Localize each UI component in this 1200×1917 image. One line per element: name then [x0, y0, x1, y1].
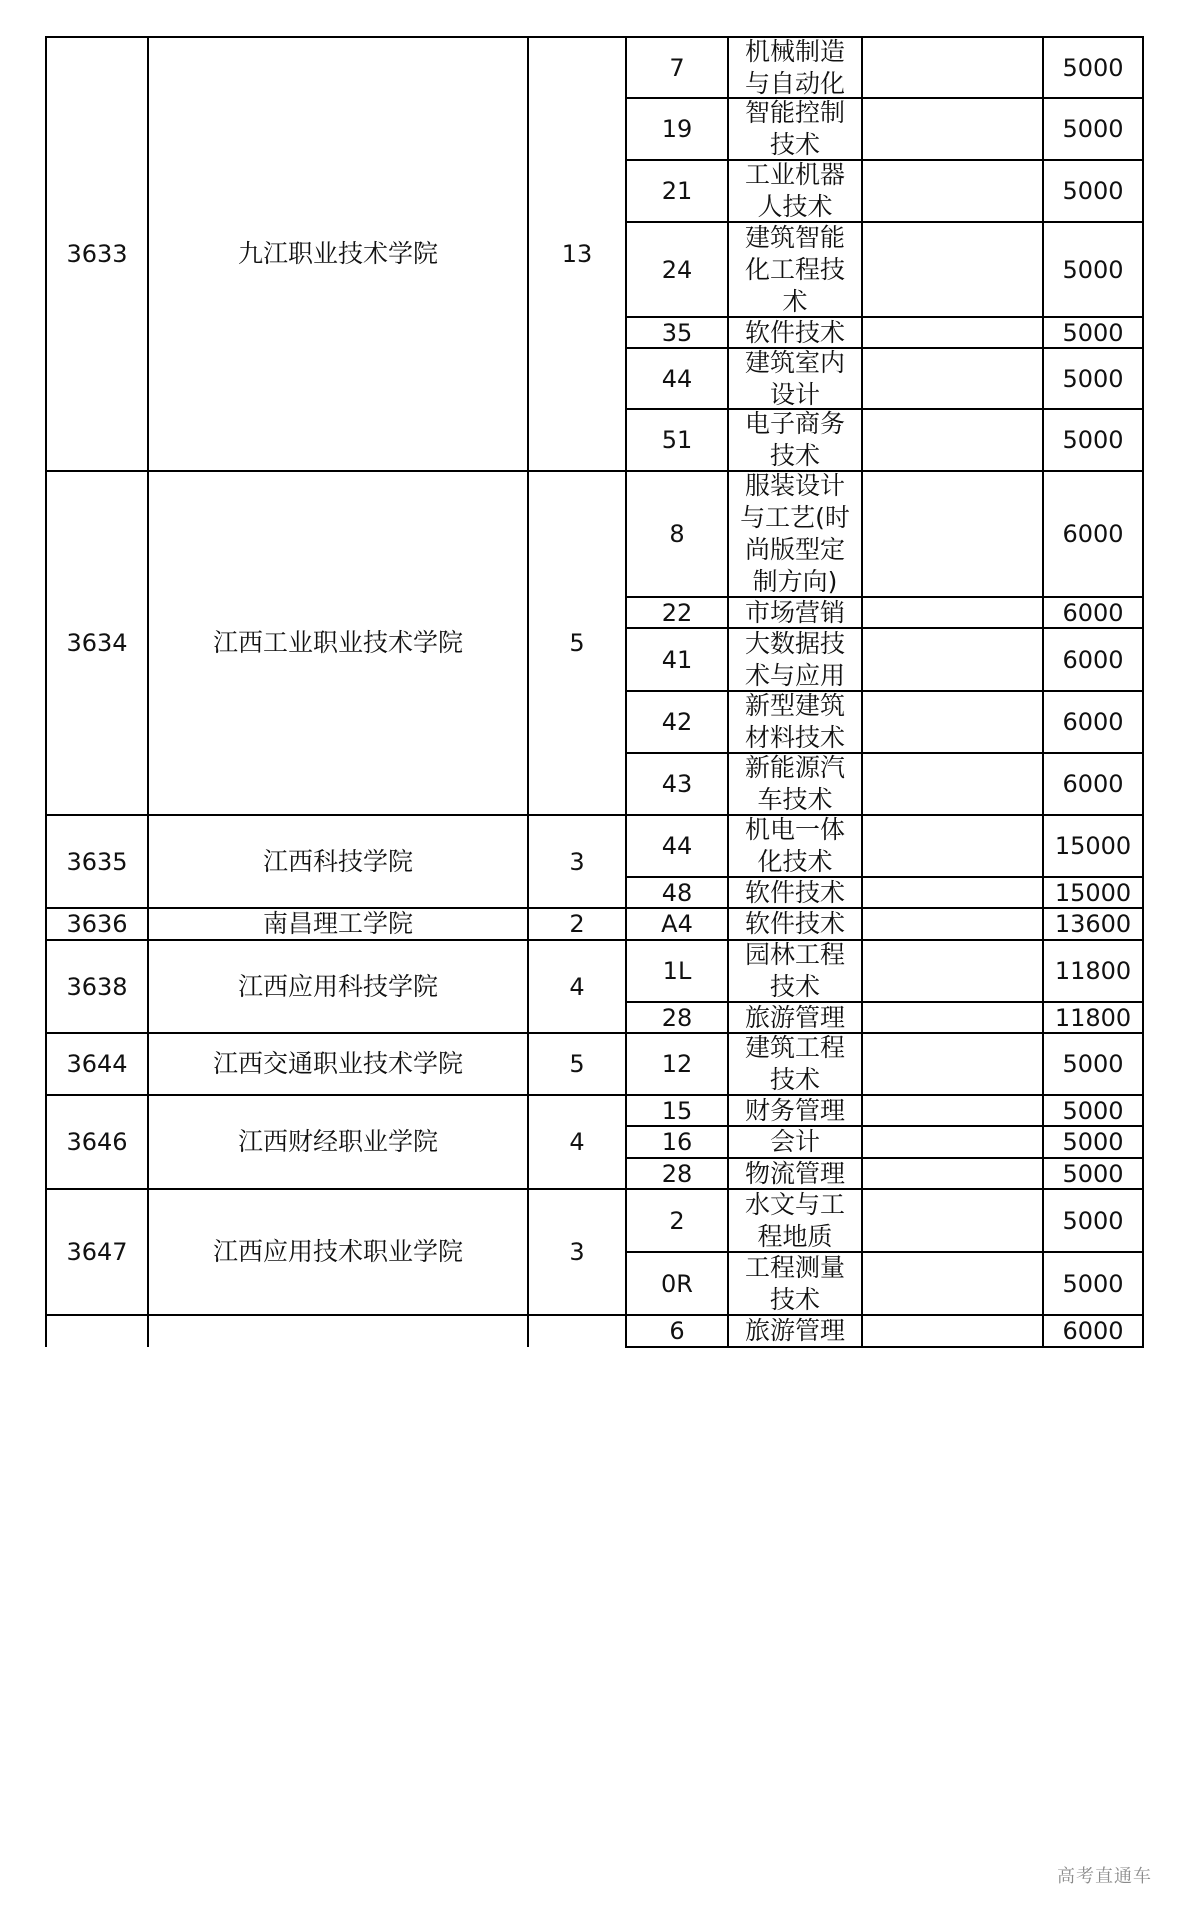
tuition-fee-cell: 5000 — [1062, 53, 1124, 82]
tuition-fee-cell: 15000 — [1054, 878, 1132, 907]
school-name-cell: 江西交通职业技术学院 — [212, 1049, 463, 1078]
major-code-cell: 43 — [661, 770, 693, 798]
major-name-cell: 新型建筑材料技术 — [744, 691, 845, 752]
tuition-fee-cell: 5000 — [1062, 1269, 1124, 1298]
major-name-cell: 智能控制技术 — [744, 98, 845, 159]
plan-count-cell: 3 — [569, 847, 585, 876]
school-name-cell: 江西应用科技学院 — [237, 971, 438, 1001]
plan-count-cell: 3 — [569, 1238, 585, 1266]
major-code-cell: 21 — [661, 177, 693, 205]
major-name-cell: 机电一体化技术 — [744, 815, 845, 876]
major-code-cell: 12 — [661, 1050, 693, 1078]
major-code-cell: 24 — [661, 255, 693, 284]
major-code-cell: 2 — [669, 1206, 685, 1235]
major-code-cell: 19 — [661, 115, 693, 143]
watermark: 高考直通车 — [1057, 1866, 1152, 1887]
tuition-fee-cell: 13600 — [1054, 910, 1132, 938]
school-code-cell: 3646 — [66, 1128, 128, 1156]
plan-count-cell: 5 — [569, 1050, 585, 1078]
school-name-cell: 江西应用技术职业学院 — [212, 1237, 463, 1266]
major-name-cell: 财务管理 — [744, 1095, 845, 1125]
major-code-cell: 28 — [661, 1003, 693, 1032]
major-name-cell: 工程测量技术 — [744, 1252, 845, 1314]
tuition-fee-cell: 6000 — [1062, 708, 1124, 736]
major-code-cell: 6 — [669, 1317, 685, 1345]
major-code-cell: 22 — [661, 598, 693, 627]
major-name-cell: 物流管理 — [744, 1158, 845, 1188]
tuition-fee-cell: 5000 — [1062, 1096, 1124, 1125]
tuition-fee-cell: 11800 — [1054, 1003, 1132, 1032]
tuition-fee-cell: 5000 — [1062, 318, 1124, 347]
school-name-cell — [148, 1315, 528, 1347]
school-code-cell: 3644 — [66, 1050, 128, 1078]
major-code-cell: A4 — [661, 910, 693, 938]
major-name-cell: 会计 — [769, 1127, 820, 1156]
school-name-cell: 江西科技学院 — [262, 846, 413, 876]
school-name-cell: 江西工业职业技术学院 — [212, 628, 463, 657]
school-name-cell: 南昌理工学院 — [262, 909, 413, 938]
major-name-cell: 工业机器人技术 — [744, 160, 845, 221]
school-code-cell — [46, 1315, 148, 1347]
plan-count-cell: 5 — [569, 629, 585, 657]
major-code-cell: 35 — [661, 318, 693, 347]
tuition-fee-cell: 5000 — [1062, 255, 1124, 284]
major-name-cell: 建筑智能化工程技术 — [744, 222, 845, 316]
school-code-cell: 3633 — [66, 240, 128, 268]
plan-count-cell: 4 — [569, 1128, 585, 1156]
major-name-cell: 服装设计与工艺(时尚版型定制方向) — [740, 471, 850, 596]
major-code-cell: 28 — [661, 1159, 693, 1188]
major-name-cell: 大数据技术与应用 — [744, 628, 845, 690]
major-name-cell: 建筑室内设计 — [744, 348, 845, 409]
tuition-fee-cell: 5000 — [1062, 1206, 1124, 1235]
major-name-cell: 软件技术 — [744, 877, 845, 907]
tuition-fee-cell: 5000 — [1062, 1159, 1124, 1188]
tuition-fee-cell: 6000 — [1062, 520, 1124, 548]
tuition-fee-cell: 6000 — [1062, 1317, 1124, 1345]
major-name-cell: 新能源汽车技术 — [744, 753, 845, 814]
major-name-cell: 建筑工程技术 — [744, 1033, 845, 1094]
major-name-cell: 市场营销 — [744, 597, 845, 627]
major-code-cell: 44 — [661, 364, 693, 393]
plan-count-cell — [528, 1315, 626, 1347]
tuition-fee-cell: 5000 — [1062, 364, 1124, 393]
major-code-cell: 7 — [669, 53, 685, 82]
major-name-cell: 电子商务技术 — [744, 409, 845, 470]
major-code-cell: 48 — [661, 878, 693, 907]
major-code-cell: 41 — [661, 645, 693, 674]
major-code-cell: 44 — [661, 832, 693, 860]
plan-count-cell: 13 — [561, 240, 593, 268]
major-name-cell: 软件技术 — [744, 317, 845, 347]
plan-count-cell: 2 — [569, 910, 585, 938]
major-code-cell: 16 — [661, 1128, 693, 1156]
school-name-cell: 九江职业技术学院 — [237, 239, 438, 268]
tuition-fee-cell: 15000 — [1054, 832, 1132, 860]
school-code-cell: 3635 — [66, 847, 128, 876]
major-name-cell: 水文与工程地质 — [744, 1189, 845, 1251]
major-code-cell: 51 — [661, 426, 693, 454]
major-code-cell: 15 — [661, 1096, 693, 1125]
tuition-fee-cell: 6000 — [1062, 598, 1124, 627]
major-name-cell: 机械制造与自动化 — [744, 37, 845, 98]
plan-count-cell: 4 — [569, 972, 585, 1001]
major-name-cell: 园林工程技术 — [744, 940, 845, 1001]
tuition-fee-cell: 11800 — [1054, 957, 1132, 985]
school-name-cell: 江西财经职业学院 — [237, 1127, 438, 1156]
school-code-cell: 3634 — [66, 629, 128, 657]
tuition-fee-cell: 6000 — [1062, 645, 1124, 674]
major-code-cell: 0R — [661, 1269, 693, 1298]
tuition-fee-cell: 5000 — [1062, 1128, 1124, 1156]
school-code-cell: 3647 — [66, 1238, 128, 1266]
tuition-fee-cell: 6000 — [1062, 770, 1124, 798]
major-name-cell: 旅游管理 — [744, 1002, 845, 1032]
major-code-cell: 8 — [669, 520, 685, 548]
major-code-cell: 1L — [662, 957, 692, 985]
tuition-fee-cell: 5000 — [1062, 426, 1124, 454]
tuition-fee-cell: 5000 — [1062, 1050, 1124, 1078]
school-code-cell: 3638 — [66, 972, 128, 1001]
tuition-fee-cell: 5000 — [1062, 177, 1124, 205]
major-code-cell: 42 — [661, 708, 693, 736]
major-name-cell: 旅游管理 — [744, 1316, 845, 1345]
major-name-cell: 软件技术 — [744, 909, 845, 938]
school-code-cell: 3636 — [66, 910, 128, 938]
tuition-fee-cell: 5000 — [1062, 115, 1124, 143]
